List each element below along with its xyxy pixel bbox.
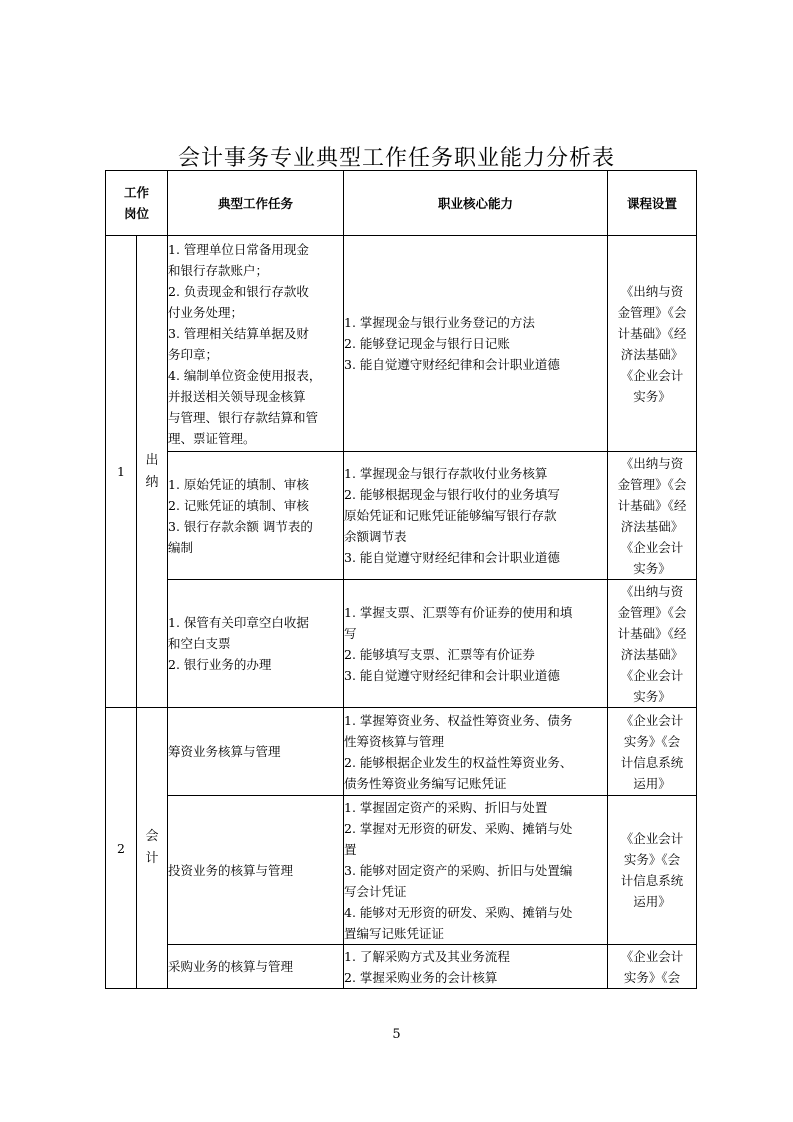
cell-line: 1. 掌握筹资业务、权益性筹资业务、债务 bbox=[344, 712, 573, 728]
cell-line: 和银行存款账户； bbox=[168, 262, 269, 278]
cell-line: 付业务处理； bbox=[168, 304, 244, 320]
cell-line: 计基础》《经 bbox=[617, 625, 687, 641]
cell-line: 3. 能自觉遵守财经纪律和会计职业道德 bbox=[344, 550, 560, 565]
cell-line: 实务》 bbox=[633, 688, 671, 704]
course-cell bbox=[608, 945, 697, 989]
cell-line: 《企业会计 bbox=[620, 539, 684, 555]
cell-line: 债务性筹资业务编写记账凭证 bbox=[344, 775, 507, 791]
task-cell bbox=[168, 945, 344, 989]
cell-line: 编制 bbox=[168, 539, 194, 555]
cell-line: 2. 掌握对无形资的研发、采购、摊销与处 bbox=[344, 820, 573, 836]
task-cell bbox=[168, 236, 344, 452]
cell-line: 2. 银行业务的办理 bbox=[168, 657, 272, 672]
cell-line: 3. 能自觉遵守财经纪律和会计职业道德 bbox=[344, 667, 560, 683]
table-row bbox=[106, 796, 697, 945]
cell-line: 《出纳与资 bbox=[620, 583, 684, 599]
cell-line: 计信息系统 bbox=[620, 754, 684, 770]
table-row bbox=[106, 708, 697, 796]
course-cell bbox=[608, 580, 697, 708]
cell-line: 实务》 bbox=[633, 388, 671, 404]
cell-line: 3. 能自觉遵守财经纪律和会计职业道德 bbox=[344, 357, 560, 372]
cell-line: 原始凭证和记账凭证能够编写银行存款 bbox=[344, 508, 557, 523]
page-title: 会计事务专业典型工作任务职业能力分析表 bbox=[177, 146, 615, 171]
cell-line: 与管理、银行存款结算和管 bbox=[168, 409, 319, 425]
header-post-line: 岗位 bbox=[124, 206, 150, 221]
cell-line: 实务》《会 bbox=[623, 852, 681, 867]
ability-cell bbox=[344, 452, 608, 580]
course-cell bbox=[608, 236, 697, 452]
page-number: 5 bbox=[392, 1027, 401, 1042]
cell-line: 1. 原始凭证的填制、审核 bbox=[168, 476, 309, 492]
cell-line: 《出纳与资 bbox=[620, 455, 684, 471]
cell-line: 实务》《会 bbox=[623, 733, 681, 749]
ability-cell bbox=[344, 945, 608, 989]
cell-line: 1. 了解采购方式及其业务流程 bbox=[344, 948, 510, 964]
cell-line: 2. 能够登记现金与银行日记账 bbox=[344, 336, 510, 351]
cell-line: 《企业会计 bbox=[620, 367, 684, 383]
cell-line: 性筹资核算与管理 bbox=[344, 733, 445, 749]
cell-line: 计基础》《经 bbox=[617, 325, 687, 341]
ability-cell bbox=[344, 236, 608, 452]
task-cell bbox=[168, 796, 344, 945]
cell-line: 金管理》《会 bbox=[617, 604, 687, 620]
cell-line: 置编写记账凭证证 bbox=[344, 925, 445, 941]
cell-line: 《出纳与资 bbox=[620, 283, 684, 299]
cell-line: 2. 能够填写支票、汇票等有价证券 bbox=[344, 646, 535, 662]
task-cell bbox=[168, 452, 344, 580]
cell-line: 2. 能够根据企业发生的权益性筹资业务、 bbox=[344, 754, 573, 770]
header-ability: 职业核心能力 bbox=[344, 171, 608, 236]
table-row bbox=[106, 452, 697, 580]
cell-line: 运用》 bbox=[633, 894, 671, 909]
cell-line: 计基础》《经 bbox=[617, 497, 687, 513]
group-post bbox=[137, 708, 168, 989]
post-char: 出 bbox=[145, 452, 159, 468]
table-row bbox=[106, 236, 697, 452]
group-number: 1 bbox=[106, 236, 137, 708]
cell-line: 务印章； bbox=[168, 346, 219, 362]
cell-line: 实务》《会 bbox=[623, 969, 681, 985]
post-char: 纳 bbox=[145, 474, 159, 490]
ability-table bbox=[105, 170, 697, 989]
cell-line: 理、票证管理。 bbox=[168, 430, 256, 446]
cell-line: 实务》 bbox=[633, 560, 671, 576]
group-post bbox=[137, 236, 168, 708]
cell-line: 《企业会计 bbox=[620, 948, 684, 964]
course-cell bbox=[608, 708, 697, 796]
task-cell bbox=[168, 580, 344, 708]
cell-line: 3. 管理相关结算单据及财 bbox=[168, 325, 309, 341]
cell-line: 金管理》《会 bbox=[617, 476, 687, 492]
header-post bbox=[106, 171, 168, 236]
cell-line: 2. 能够根据现金与银行收付的业务填写 bbox=[344, 487, 560, 502]
cell-line: 余额调节表 bbox=[344, 529, 407, 544]
cell-line: 4. 编制单位资金使用报表， bbox=[168, 367, 322, 383]
header-course: 课程设置 bbox=[608, 171, 697, 236]
cell-line: 并报送相关领导现金核算 bbox=[168, 388, 306, 404]
table-row bbox=[106, 580, 697, 708]
cell-line: 金管理》《会 bbox=[617, 304, 687, 320]
ability-cell bbox=[344, 708, 608, 796]
cell-line: 1. 管理单位日常备用现金 bbox=[168, 241, 309, 257]
cell-line: 运用》 bbox=[633, 775, 671, 791]
ability-cell bbox=[344, 580, 608, 708]
cell-line: 投资业务的核算与管理 bbox=[168, 862, 294, 878]
cell-line: 置 bbox=[344, 841, 357, 857]
header-post-line: 工作 bbox=[124, 185, 150, 200]
cell-line: 济法基础》 bbox=[620, 518, 684, 534]
post-char: 会 bbox=[145, 829, 159, 844]
cell-line: 写会计凭证 bbox=[344, 883, 407, 899]
cell-line: 1. 掌握现金与银行存款收付业务核算 bbox=[344, 466, 548, 481]
cell-line: 筹资业务核算与管理 bbox=[168, 744, 281, 759]
cell-line: 济法基础》 bbox=[620, 646, 684, 662]
cell-line: 2. 负责现金和银行存款收 bbox=[168, 283, 309, 299]
table-row bbox=[106, 945, 697, 989]
cell-line: 2. 记账凭证的填制、审核 bbox=[168, 497, 309, 513]
course-cell bbox=[608, 452, 697, 580]
cell-line: 《企业会计 bbox=[620, 831, 684, 846]
cell-line: 1. 掌握固定资产的采购、折旧与处置 bbox=[344, 799, 548, 815]
cell-line: 4. 能够对无形资的研发、采购、摊销与处 bbox=[344, 904, 573, 920]
cell-line: 1. 掌握支票、汇票等有价证券的使用和填 bbox=[344, 604, 573, 620]
cell-line: 济法基础》 bbox=[620, 346, 684, 362]
task-cell bbox=[168, 708, 344, 796]
cell-line: 《企业会计 bbox=[620, 712, 684, 728]
ability-cell bbox=[344, 796, 608, 945]
cell-line: 和空白支票 bbox=[168, 636, 231, 651]
group-number: 2 bbox=[106, 708, 137, 989]
cell-line: 1. 保管有关印章空白收据 bbox=[168, 615, 309, 630]
cell-line: 2. 掌握采购业务的会计核算 bbox=[344, 969, 498, 985]
post-char: 计 bbox=[145, 851, 159, 866]
cell-line: 1. 掌握现金与银行业务登记的方法 bbox=[344, 315, 535, 330]
cell-line: 计信息系统 bbox=[620, 873, 684, 888]
course-cell bbox=[608, 796, 697, 945]
cell-line: 《企业会计 bbox=[620, 667, 684, 683]
cell-line: 采购业务的核算与管理 bbox=[168, 959, 294, 974]
cell-line: 写 bbox=[344, 625, 357, 641]
header-row bbox=[106, 171, 697, 236]
cell-line: 3. 银行存款余额 调节表的 bbox=[168, 518, 313, 534]
cell-line: 3. 能够对固定资产的采购、折旧与处置编 bbox=[344, 862, 573, 878]
header-task: 典型工作任务 bbox=[168, 171, 344, 236]
